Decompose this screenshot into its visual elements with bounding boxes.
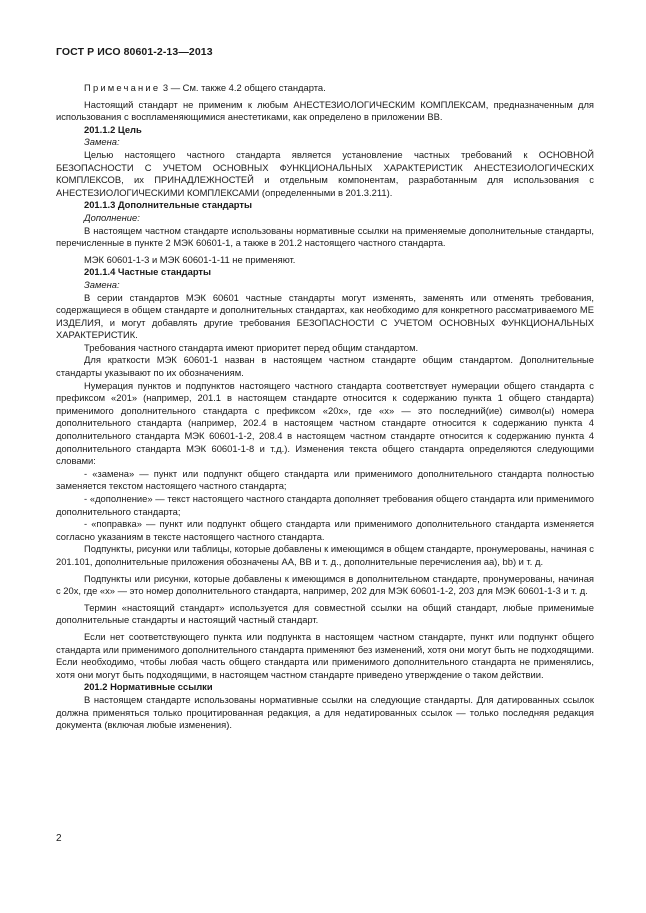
body-paragraph: В серии стандартов МЭК 60601 частные стандарты могут изменять, заменять или отменять требования, содержащиеся в общем стандарте и дополнительных стандартах, как необходимо для конкретного рассматриваемого МЕ ИЗДЕЛИЯ, и могут добавлять другие требования БЕЗОПАСНОСТИ С УЧЕТОМ ОСНОВНЫХ ФУНКЦИОНАЛЬНЫХ ХАРАКТЕРИСТИК. <box>56 291 594 341</box>
body-paragraph: Требования частного стандарта имеют приоритет перед общим стандартом. <box>84 341 419 353</box>
body-paragraph: В настоящем стандарте использованы нормативные ссылки на следующие стандарты. Для датированных ссылок должна применяться только процитированная редакция, а для недатированных ссылок — только последняя редакция документа (включая любые изменения). <box>56 693 594 731</box>
change-type-label: Дополнение: <box>84 211 140 223</box>
body-paragraph: В настоящем частном стандарте использованы нормативные ссылки на применяемые дополнительные стандарты, перечисленные в пункте 2 МЭК 60601-1, а также в 201.2 настоящего частного стандарта. <box>56 224 594 249</box>
change-type-label: Замена: <box>84 136 120 148</box>
section-heading: 201.1.2 Цель <box>84 123 142 135</box>
body-paragraph: Целью настоящего частного стандарта является установление частных требований к ОСНОВНОЙ БЕЗОПАСНОСТИ С УЧЕТОМ ОСНОВНЫХ ФУНКЦИОНАЛЬНЫХ ХАРАКТЕРИСТИК АНЕСТЕЗИОЛОГИЧЕСКИХ КОМПЛЕКСОВ, их ПРИНАДЛЕЖНОСТЕЙ и отдельным компонентам, разработанным для использования с АНЕСТЕЗИОЛОГИЧЕСКИМИ КОМПЛЕКСАМИ (определенными в 201.3.211). <box>56 148 594 198</box>
body-paragraph: Термин «настоящий стандарт» используется для совместной ссылки на общий стандарт, любые применимые дополнительные стандарты и настоящий частный стандарт. <box>56 601 594 626</box>
change-type-label: Замена: <box>84 278 120 290</box>
body-paragraph: - «замена» — пункт или подпункт общего стандарта или применимого дополнительного стандарта полностью заменяется текстом настоящего частного стандарта; <box>56 467 594 492</box>
section-heading: 201.1.3 Дополнительные стандарты <box>84 199 252 211</box>
body-paragraph: Настоящий стандарт не применим к любым АНЕСТЕЗИОЛОГИЧЕСКИМ КОМПЛЕКСАМ, предназначенным для использования с воспламеняющимися анестетиками, как определено в приложении ВВ. <box>56 98 594 123</box>
document-page <box>56 46 594 732</box>
body-paragraph: - «поправка» — пункт или подпункт общего стандарта или применимого дополнительного стандарта изменяется согласно указаниям в тексте настоящего частного стандарта. <box>56 518 594 542</box>
body-paragraph: - «дополнение» — текст настоящего частного стандарта дополняет требования общего стандарта или применимого дополнительного стандарта; <box>56 493 594 517</box>
body-paragraph: Нумерация пунктов и подпунктов настоящего частного стандарта соответствует нумерации общего стандарта с префиксом «201» (например, 201.1 в настоящем стандарте относится к содержанию пункта 1 общего стандарта) применимого дополнительного стандарта с префиксом «20x», где «x» — это последний(ие) символ(ы) номера дополнительного стандарта (например, 202.4 в настоящем частном стандарте относится к содержанию пункта 4 дополнительного стандарта МЭК 60601-1-2, 208.4 в настоящем частном стандарте относится к содержанию пункта 4 дополнительного стандарта МЭК 60601-1-8 и т.д.). Изменения текста общего стандарта определяются следующими словами: <box>56 379 594 467</box>
note-text: 3 — См. также 4.2 общего стандарта. <box>160 82 326 93</box>
page-number: 2 <box>56 833 62 844</box>
body-paragraph: МЭК 60601-1-3 и МЭК 60601-1-11 не применяют. <box>84 253 296 265</box>
body-paragraph: Для краткости МЭК 60601-1 назван в настоящем частном стандарте общим стандартом. Дополнительные стандарты указывают по их обозначениям. <box>56 354 594 379</box>
body-paragraph: Подпункты или рисунки, которые добавлены к имеющимся в дополнительном стандарте, пронумерованы, начиная с 20x, где «x» — это номер дополнительного стандарта, например, 202 для МЭК 60601-1-2, 203 для МЭК 60601-1-3 и т. д. <box>56 572 594 597</box>
body-paragraph: Если нет соответствующего пункта или подпункта в настоящем частном стандарте, пункт или подпункт общего стандарта или применимого дополнительного стандарта применяют без изменений, хотя они могут быть не подходящими. Если необходимо, чтобы любая часть общего стандарта или применимого дополнительного стандарта не применялись, хотя они могут быть подходящими, в настоящем частном стандарте приведено утверждение о таком действии. <box>56 630 594 680</box>
section-heading: 201.1.4 Частные стандарты <box>84 266 212 278</box>
note-paragraph <box>56 82 594 95</box>
document-body <box>56 99 594 732</box>
body-paragraph: Подпункты, рисунки или таблицы, которые добавлены к имеющимся в общем стандарте, пронумерованы, начиная с 201.101, дополнительные приложения обозначены АА, ВВ и т. д., дополнительные перечисления аа), bb) и т. д. <box>56 543 594 567</box>
note-label: Примечание <box>84 82 161 93</box>
section-heading: 201.2 Нормативные ссылки <box>84 681 213 693</box>
document-header: ГОСТ Р ИСО 80601-2-13—2013 <box>56 46 213 58</box>
